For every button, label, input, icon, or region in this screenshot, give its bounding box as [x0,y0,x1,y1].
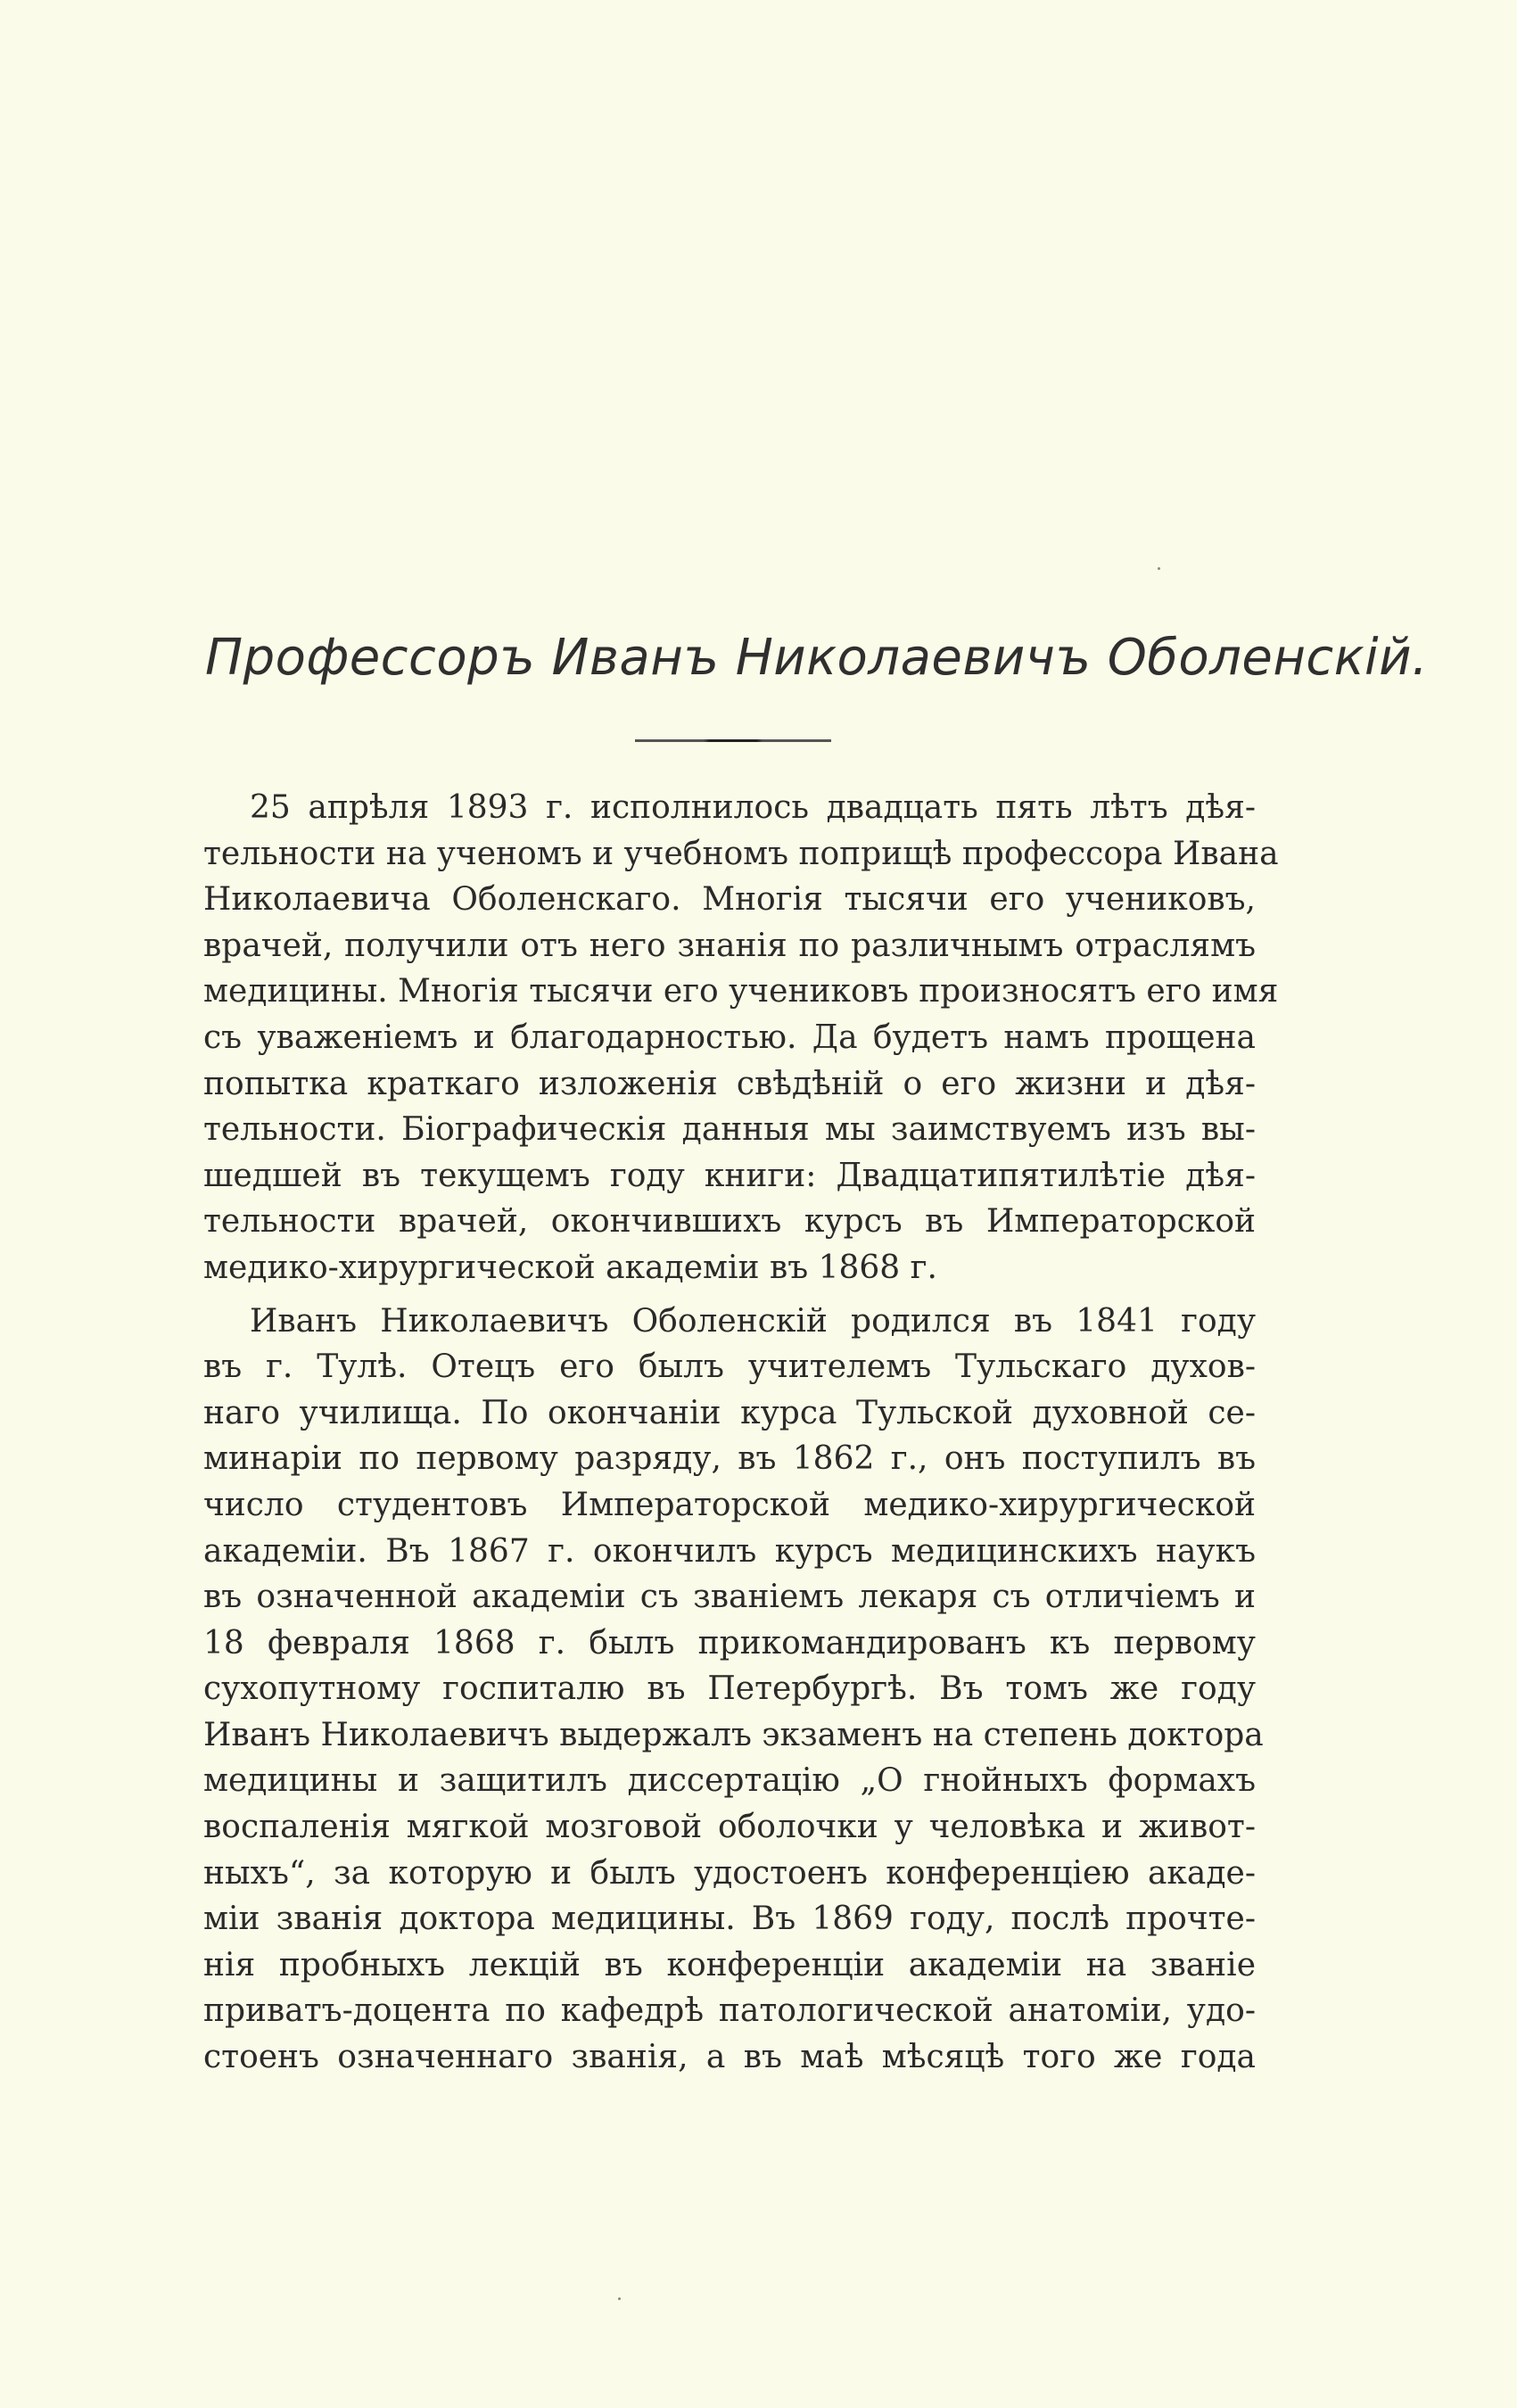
text-line: Николаевича Оболенскаго. Многія тысячи его учениковъ, [203,881,1256,919]
text-line: Иванъ Николаевичъ выдержалъ экзаменъ на степень доктора [203,1716,1264,1753]
text-line: нія пробныхъ лекцій въ конференціи академіи на званіе [203,1946,1256,1983]
text-line: минаріи по первому разряду, въ 1862 г., онъ поступилъ въ [203,1440,1256,1478]
body-text [203,785,1279,2088]
text-line: съ уваженіемъ и благодарностью. Да будетъ намъ прощена [203,1018,1256,1056]
text-line: 18 февраля 1868 г. былъ прикомандированъ къ первому [203,1624,1256,1662]
text-line: шедшей въ текущемъ году книги: Двадцатипятилѣтіе дѣя- [203,1157,1256,1194]
paragraph-1 [203,785,1279,1291]
text-line: стоенъ означеннаго званія, а въ маѣ мѣсяцѣ того же года [203,2039,1256,2076]
text-line: 25 апрѣля 1893 г. исполнилось двадцать пять лѣтъ дѣя- [250,789,1256,826]
text-line: наго училища. По окончаніи курса Тульской духовной се- [203,1394,1256,1431]
page-title: Профессоръ Иванъ Николаевичъ Оболенскій. [205,629,1429,687]
text-line-last: медико-хирургической академіи въ 1868 г. [203,1249,937,1286]
text-line: въ означенной академіи съ званіемъ лекаря съ отличіемъ и [203,1579,1256,1616]
text-line: ныхъ“, за которую и былъ удостоенъ конференціею акаде- [203,1854,1256,1892]
text-line: воспаленія мягкой мозговой оболочки у человѣка и живот- [203,1809,1256,1846]
paper-speck [618,2297,621,2300]
text-line: тельности на ученомъ и учебномъ поприщѣ профессора Ивана [203,835,1279,872]
title-divider [635,739,831,742]
paper-speck [1158,567,1160,570]
text-line: академіи. Въ 1867 г. окончилъ курсъ медицинскихъ наукъ [203,1532,1256,1570]
text-line: приватъ-доцента по кафедрѣ патологической анатоміи, удо- [203,1992,1256,2030]
text-line: тельности. Біографическія данныя мы заимствуемъ изъ вы- [203,1111,1256,1149]
paragraph-2 [203,1299,1264,2081]
text-line: сухопутному госпиталю въ Петербургѣ. Въ томъ же году [203,1670,1256,1708]
text-line: Иванъ Николаевичъ Оболенскій родился въ 1841 году [250,1302,1256,1340]
text-line: міи званія доктора медицины. Въ 1869 году, послѣ прочте- [203,1901,1256,1938]
text-line: медицины. Многія тысячи его учениковъ произносятъ его имя [203,973,1279,1010]
text-line: въ г. Тулѣ. Отецъ его былъ учителемъ Тульскаго духов- [203,1348,1256,1386]
text-line: попытка краткаго изложенія свѣдѣній о его жизни и дѣя- [203,1065,1256,1102]
text-line: врачей, получили отъ него знанія по различнымъ отраслямъ [203,927,1256,964]
text-line: тельности врачей, окончившихъ курсъ въ Императорской [203,1203,1256,1241]
text-line: число студентовъ Императорской медико-хирургической [203,1486,1256,1523]
text-line: медицины и защитилъ диссертацію „О гнойныхъ формахъ [203,1762,1256,1800]
